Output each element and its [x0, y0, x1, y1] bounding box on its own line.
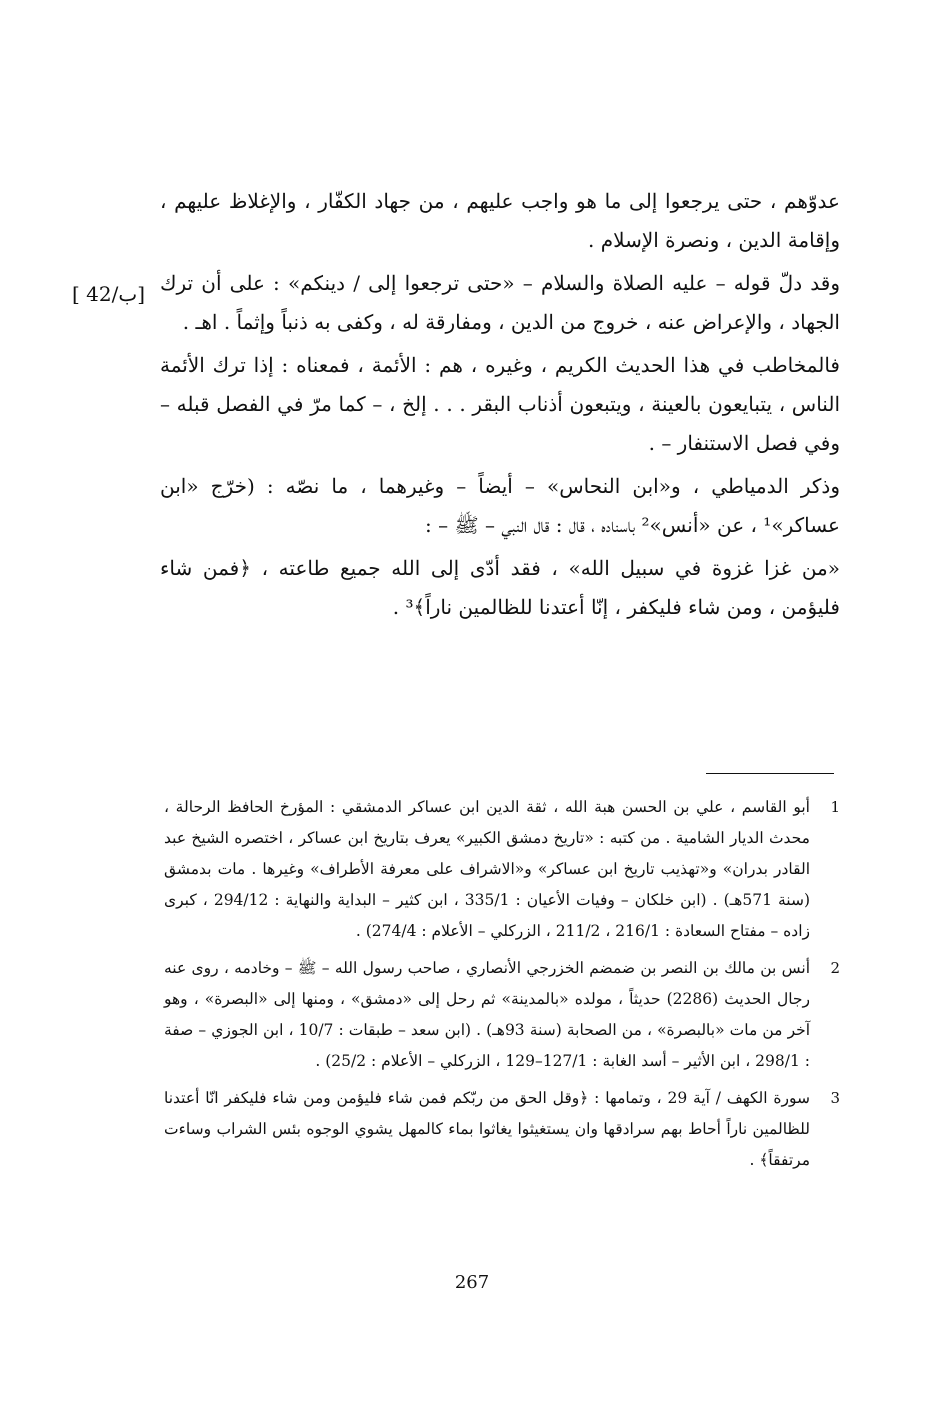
footnote-text: أنس بن مالك بن النصر بن ضمضم الخزرجي الأنصاري ، صاحب رسول الله – ﷺ – وخادمه ، روى عنه رجال الحديث (2286) حديثاً ، مولده «بالمدينة» ثم رحل إلى «دمشق» ، ومنها إلى «البصرة» ، وهو آخر من مات «بالبصرة» ، من الصحابة (سنة 93هـ) . (ابن سعد – طبقات : 10/7 ، ابن الجوزي – صفة : 298/1 ، ابن الأثير – أسد الغابة : 127/1–129 ، الزركلي – الأعلام : 25/2) .: [164, 959, 811, 1070]
footnote: [164, 1083, 840, 1176]
paragraph: وذكر الدمياطي ، و«ابن النحاس» – أيضاً – وغيرهما ، ما نصّه : (خرّج «ابن عساكر»¹ ، عن «أنس»² باسناده ، قال : قال النبي – ﷺ – :: [160, 474, 840, 537]
page-number: 267: [454, 1272, 490, 1293]
footnote-text: أبو القاسم ، علي بن الحسن هبة الله ، ثقة الدين ابن عساكر الدمشقي : المؤرخ الحافظ الرحالة ، محدث الديار الشامية . من كتبه : «تاريخ دمشق الكبير» يعرف بتاريخ ابن عساكر ، اختصره الشيخ عبد القادر بدران» و«تهذيب تاريخ ابن عساكر» و«الاشراف على معرفة الأطراف» وغيرها . مات بدمشق (سنة 571هـ) . (ابن خلكان – وفيات الأعيان : 335/1 ، ابن كثير – البداية والنهاية : 294/12 ، كبرى زاده – مفتاح السعادة : 216/1 ، 211/2 ، الزركلي – الأعلام : 274/4) .: [164, 798, 810, 940]
folio-marker: [ 42/ب]: [72, 282, 145, 306]
paragraph: عدوّهم ، حتى يرجعوا إلى ما هو واجب عليهم ، من جهاد الكفّار ، والإغلاظ عليهم ، وإقامة الدين ، ونصرة الإسلام .: [160, 189, 840, 252]
footnote-text: سورة الكهف / آية 29 ، وتمامها : ﴿وقل الحق من ربّكم فمن شاء فليؤمن ومن شاء فليكفر انّا أعتدنا للظالمين ناراً أحاط بهم سرادقها وان يستغيثوا يغاثوا بماء كالمهل يشوي الوجوه بئس الشراب وساءت مرتفقاً﴾ .: [164, 1089, 810, 1169]
paragraph: وقد دلّ قوله – عليه الصلاة والسلام – «حتى ترجعوا إلى / دينكم» : على أن ترك الجهاد ، والإعراض عنه ، خروج من الدين ، ومفارقة له ، وكفى به ذنباً وإثماً . اهـ .: [160, 271, 840, 334]
footnote-number: 3: [830, 1089, 840, 1107]
footnote-number: 1: [830, 798, 840, 816]
footnote: [164, 792, 840, 947]
footnote-separator: [706, 773, 834, 774]
main-text: [160, 182, 840, 631]
footnote-number: 2: [830, 959, 840, 977]
paragraph: فالمخاطب في هذا الحديث الكريم ، وغيره ، هم : الأئمة ، فمعناه : إذا ترك الأئمة الناس ، يتبايعون بالعينة ، ويتبعون أذناب البقر . . . إلخ ، – كما مرّ في الفصل قبله – وفي فصل الاستنفار – .: [160, 353, 840, 455]
paragraph: «من غزا غزوة في سبيل الله» ، فقد أدّى إلى الله جميع طاعته ، ﴿فمن شاء فليؤمن ، ومن شاء فليكفر ، إنّا أعتدنا للظالمين ناراً﴾³ .: [160, 556, 840, 619]
footnotes: [164, 792, 840, 1182]
footnote: [164, 953, 840, 1077]
